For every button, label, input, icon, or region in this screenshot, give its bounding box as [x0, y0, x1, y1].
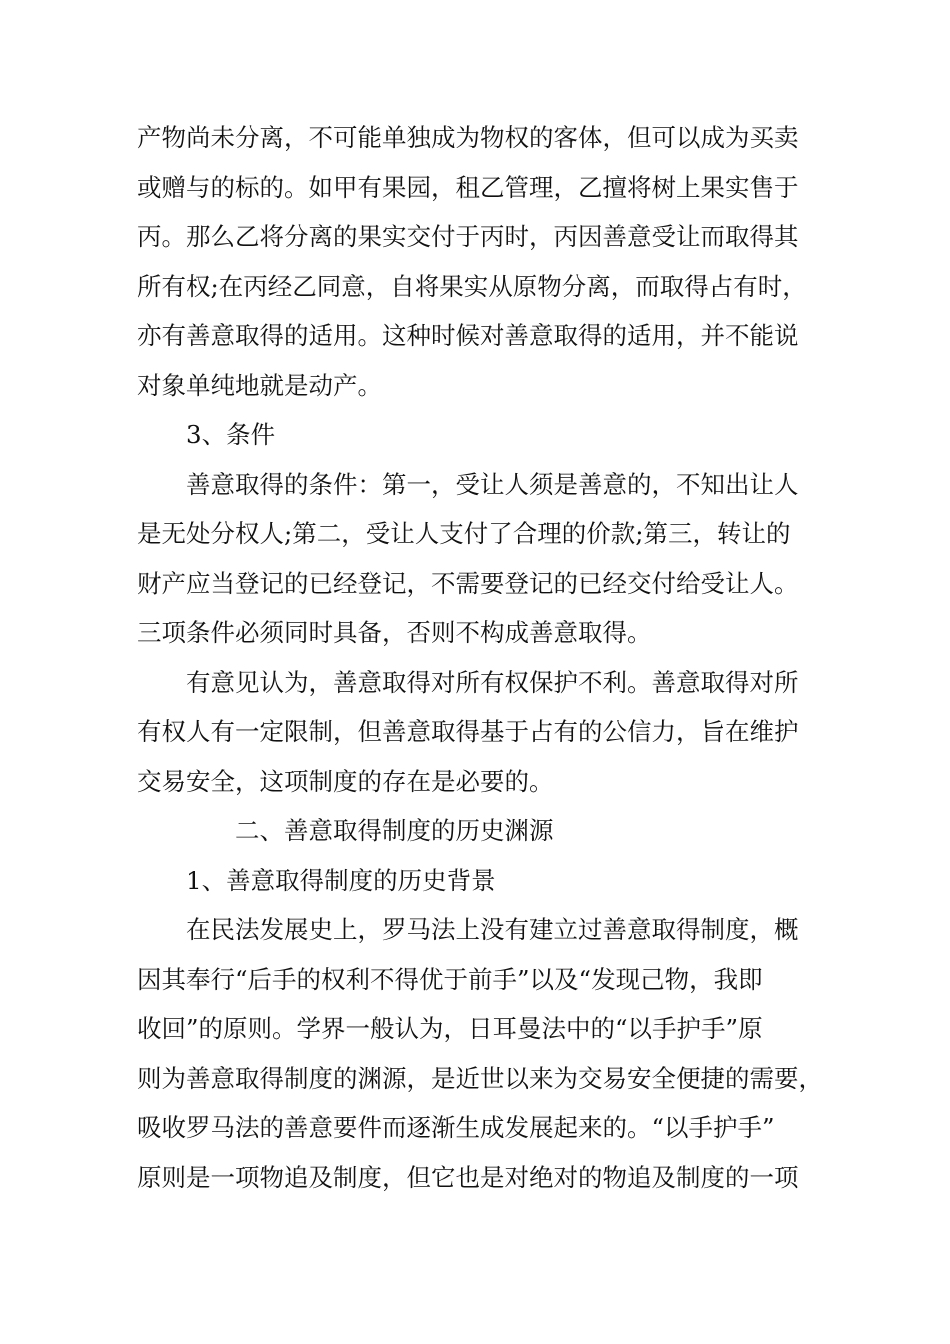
text-line: 交易安全，这项制度的存在是必要的。 — [137, 766, 554, 796]
text-line: 丙。那么乙将分离的果实交付于丙时，丙因善意受让而取得其 — [137, 222, 799, 251]
text-line: 三项条件必须同时具备，否则不构成善意取得。 — [137, 618, 652, 647]
text-line: 则为善意取得制度的渊源，是近世以来为交易安全便捷的需要， — [137, 1063, 823, 1093]
text-line: 所有权;在丙经乙同意，自将果实从原物分离，而取得占有时， — [137, 271, 807, 301]
document-body — [137, 113, 853, 1202]
text-line: 产物尚未分离，不可能单独成为物权的客体，但可以成为买卖 — [137, 123, 799, 152]
text-line: 亦有善意取得的适用。这种时候对善意取得的适用，并不能说 — [137, 321, 799, 350]
text-line: 吸收罗马法的善意要件而逐渐生成发展起来的。“以手护手” — [137, 1113, 775, 1142]
text-line: 有意见认为，善意取得对所有权保护不利。善意取得对所 — [186, 667, 799, 697]
text-line: 或赠与的标的。如甲有果园，租乙管理，乙擅将树上果实售于 — [137, 172, 799, 202]
section-heading: 3、条件 — [186, 420, 276, 449]
text-line: 原则是一项物追及制度，但它也是对绝对的物追及制度的一项 — [137, 1162, 799, 1192]
text-line: 财产应当登记的已经登记，不需要登记的已经交付给受让人。 — [137, 568, 799, 598]
text-line: 在民法发展史上，罗马法上没有建立过善意取得制度，概 — [186, 915, 799, 944]
text-line: 是无处分权人;第二，受让人支付了合理的价款;第三，转让的 — [137, 519, 791, 548]
section-heading: 1、善意取得制度的历史背景 — [186, 865, 496, 895]
chapter-heading: 二、善意取得制度的历史渊源 — [235, 816, 554, 845]
text-line: 收回”的原则。学界一般认为，日耳曼法中的“以手护手”原 — [137, 1014, 763, 1043]
text-line: 对象单纯地就是动产。 — [137, 370, 382, 400]
text-line: 有权人有一定限制，但善意取得基于占有的公信力，旨在维护 — [137, 717, 799, 746]
text-line: 因其奉行“后手的权利不得优于前手”以及“发现己物，我即 — [137, 964, 763, 994]
text-line: 善意取得的条件：第一，受让人须是善意的，不知出让人 — [186, 469, 799, 499]
